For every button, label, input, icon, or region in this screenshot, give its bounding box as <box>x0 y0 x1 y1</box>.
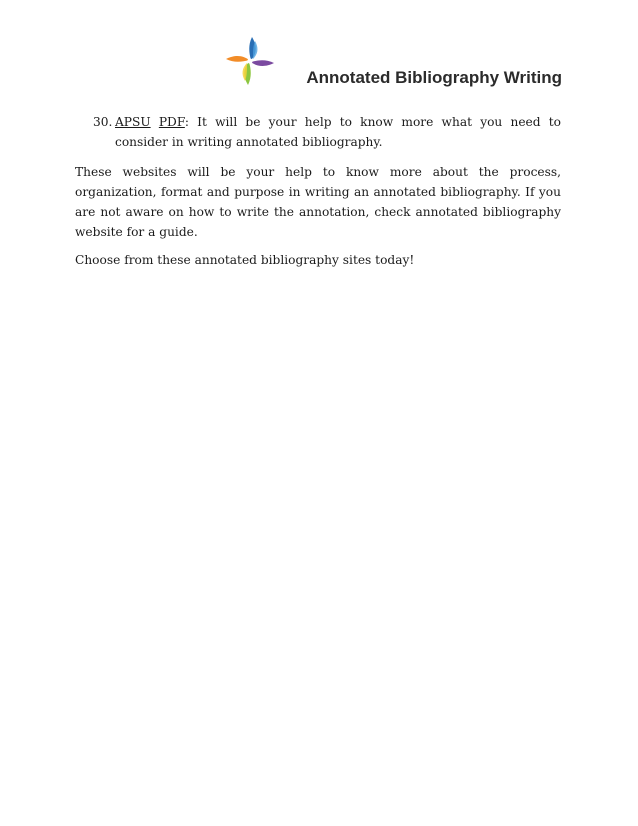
pinwheel-logo-icon <box>222 33 278 89</box>
list-item <box>93 112 561 152</box>
apsu-link[interactable]: APSU <box>115 115 151 129</box>
document-title: Annotated Bibliography Writing <box>306 68 562 87</box>
document-body <box>75 112 561 278</box>
page-header <box>0 0 638 100</box>
pdf-link[interactable]: PDF <box>158 115 185 129</box>
list-number: 30. <box>93 115 113 129</box>
list-item-description: : It will be your help to know more what you need to consider in writing annotated bibliography. <box>115 115 562 149</box>
list-item-text <box>115 112 561 152</box>
paragraph-call-to-action: Choose from these annotated bibliography sites today! <box>75 253 415 267</box>
paragraph-websites-info: These websites will be your help to know more about the process, organization, format and purpose in writing an annotated bibliography. If you are not aware on how to write the annotation, check annotated bibliography website for a guide. <box>75 165 561 239</box>
